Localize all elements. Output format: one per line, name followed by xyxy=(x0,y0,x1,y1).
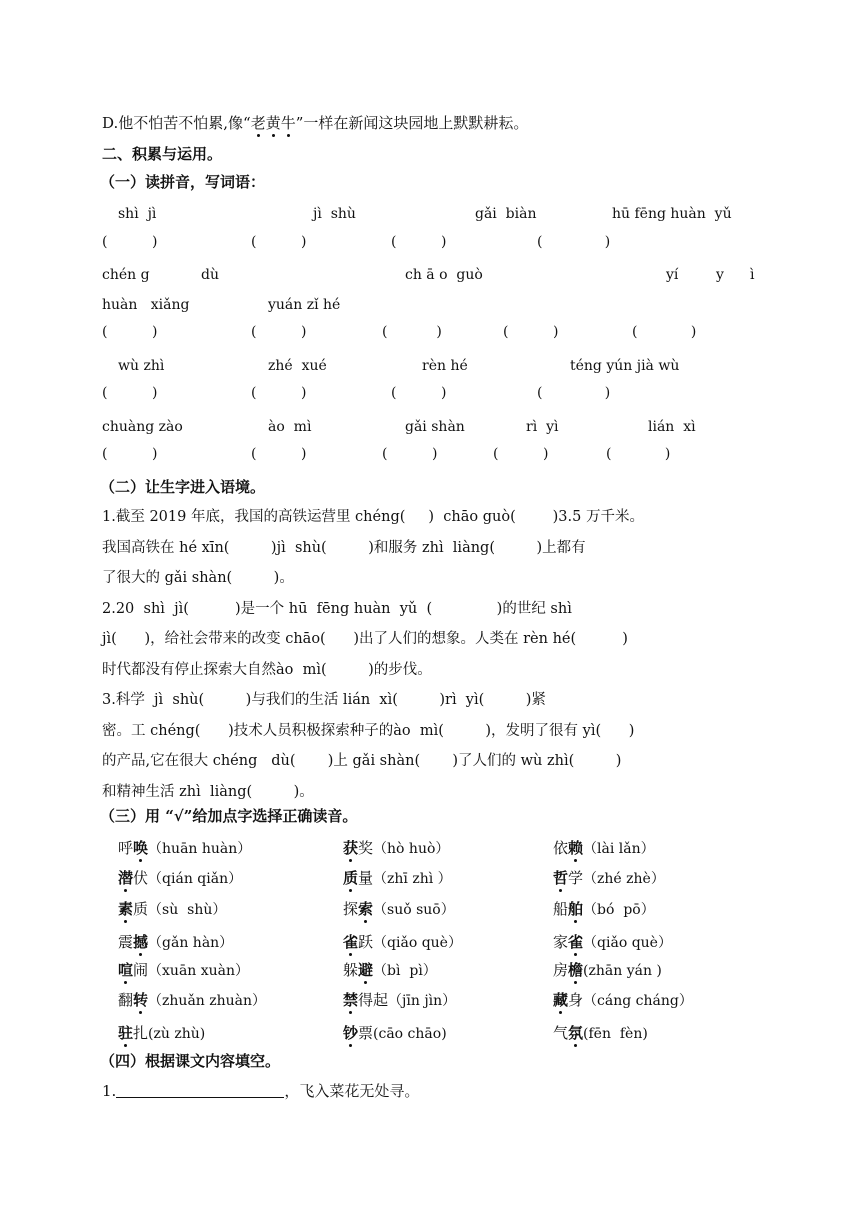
answer-parentheses[interactable]: ( ) xyxy=(606,446,671,462)
word-char: 闹 xyxy=(133,961,149,979)
part-1-title: （一）读拼音，写词语： xyxy=(100,173,266,191)
dotted-char: 黄 xyxy=(265,114,281,132)
pronunciation-item[interactable] xyxy=(553,1023,648,1044)
context-sentence-line: 了很大的 gǎi shàn( )。 xyxy=(102,570,294,586)
context-sentence-line: 密。工 chéng( )技术人员积极探索种子的ào mì( )，发明了很有 yì( ) xyxy=(102,722,635,739)
part-2-title: （二）让生字进入语境。 xyxy=(100,478,266,496)
pronunciation-item[interactable] xyxy=(343,899,455,920)
dotted-char: 檐 xyxy=(568,961,584,979)
pinyin-prompt: yuán zǐ hé xyxy=(268,297,341,313)
answer-parentheses[interactable]: ( ) xyxy=(632,324,697,340)
context-sentence-line: 2.20 shì jì( )是一个 hū fēng huàn yǔ ( )的世纪 shì xyxy=(102,600,572,617)
context-sentence-line: 和精神生活 zhì liàng( )。 xyxy=(102,783,314,800)
dotted-char: 老 xyxy=(250,114,266,132)
pinyin-prompt: rì yì xyxy=(526,419,559,435)
word-char: 躲 xyxy=(343,961,359,979)
pinyin-prompt: ào mì xyxy=(268,419,312,435)
word-char: 家 xyxy=(553,933,569,951)
pinyin-options: （bì pì） xyxy=(373,963,437,979)
pinyin-prompt: chuàng zào xyxy=(102,419,183,435)
word-char: 依 xyxy=(553,839,569,857)
context-sentence-line: 的产品,它在很大 chéng dù( )上 gǎi shàn( )了人们的 wù zhì( ) xyxy=(102,753,622,769)
pronunciation-item[interactable] xyxy=(343,1023,447,1044)
pinyin-options: （jīn jìn） xyxy=(388,993,457,1009)
dotted-char: 驻 xyxy=(118,1024,134,1042)
word-char: 学 xyxy=(568,869,584,887)
word-char: 探 xyxy=(343,900,359,918)
context-sentence-line: jì( )，给社会带来的改变 chāo( )出了人们的想象。人类在 rèn hé( ) xyxy=(102,631,628,647)
word-char: 呼 xyxy=(118,839,134,857)
answer-parentheses[interactable]: ( ) xyxy=(102,324,158,340)
answer-parentheses[interactable]: ( ) xyxy=(251,385,307,401)
answer-parentheses[interactable]: ( ) xyxy=(537,385,611,401)
part-3-title: （三）用 “√”给加点字选择正确读音。 xyxy=(100,807,358,825)
word-char: 身 xyxy=(568,991,584,1009)
dotted-char: 撼 xyxy=(133,933,149,951)
answer-parentheses[interactable]: ( ) xyxy=(537,234,611,250)
pronunciation-item[interactable] xyxy=(343,868,452,889)
pinyin-options: （bó pō） xyxy=(583,902,655,918)
pinyin-options: （gǎn hàn） xyxy=(148,935,234,951)
word-char: 震 xyxy=(118,933,134,951)
dotted-char: 获 xyxy=(343,839,359,857)
answer-parentheses[interactable]: ( ) xyxy=(251,234,307,250)
answer-parentheses[interactable]: ( ) xyxy=(251,446,307,462)
pronunciation-item[interactable] xyxy=(343,932,462,953)
answer-parentheses[interactable]: ( ) xyxy=(382,324,442,340)
dotted-char: 雀 xyxy=(568,933,584,951)
pronunciation-item[interactable] xyxy=(343,838,449,859)
dotted-char: 禁 xyxy=(343,991,359,1009)
pinyin-prompt: y xyxy=(716,267,724,283)
context-sentence-line: 我国高铁在 hé xīn( )jì shù( )和服务 zhì liàng( )上都有 xyxy=(102,539,586,556)
answer-parentheses[interactable]: ( ) xyxy=(102,446,158,462)
answer-parentheses[interactable]: ( ) xyxy=(493,446,549,462)
answer-parentheses[interactable]: ( ) xyxy=(391,385,447,401)
pronunciation-item[interactable] xyxy=(553,868,665,889)
pronunciation-item[interactable] xyxy=(343,960,437,981)
pronunciation-item[interactable] xyxy=(343,990,456,1011)
word-char: 房 xyxy=(553,961,569,979)
word-char: 翻 xyxy=(118,991,134,1009)
dotted-char: 索 xyxy=(358,900,374,918)
dotted-char: 避 xyxy=(358,961,374,979)
pinyin-prompt: téng yún jià wù xyxy=(570,358,680,374)
word-char: 得起 xyxy=(358,991,389,1009)
pinyin-prompt: ì xyxy=(750,267,755,283)
pinyin-prompt: dù xyxy=(201,267,219,283)
pronunciation-item[interactable] xyxy=(118,868,242,889)
answer-parentheses[interactable]: ( ) xyxy=(251,324,307,340)
option-d-line: D.他不怕苦不怕累,像“老黄牛”一样在新闻这块园地上默默耕耘。 xyxy=(102,114,529,132)
dotted-char: 质 xyxy=(343,869,359,887)
word-char: 扎 xyxy=(133,1024,149,1042)
pinyin-options: （zhé zhè） xyxy=(583,871,665,887)
dotted-char: 氛 xyxy=(568,1024,584,1042)
pinyin-prompt: huàn xiǎng xyxy=(102,297,190,313)
pinyin-prompt: wù zhì xyxy=(118,358,165,374)
dotted-char: 舶 xyxy=(568,900,584,918)
pronunciation-item[interactable] xyxy=(118,932,233,953)
answer-parentheses[interactable]: ( ) xyxy=(391,234,447,250)
pinyin-options: （hò huò） xyxy=(373,841,450,857)
pinyin-options: (zù zhù) xyxy=(148,1026,206,1042)
dotted-char: 转 xyxy=(133,991,149,1009)
pinyin-options: (zhān yán ) xyxy=(583,963,662,979)
dotted-char: 雀 xyxy=(343,933,359,951)
dotted-char: 牛 xyxy=(280,114,296,132)
pinyin-prompt: zhé xué xyxy=(268,358,327,374)
pronunciation-item[interactable] xyxy=(553,838,655,859)
pronunciation-item[interactable] xyxy=(553,932,672,953)
fill-in-question-1: 1. ，飞入菜花无处寻。 xyxy=(102,1082,420,1100)
answer-blank[interactable] xyxy=(116,1081,284,1098)
pronunciation-item[interactable] xyxy=(553,899,655,920)
dotted-char: 钞 xyxy=(343,1024,359,1042)
pinyin-prompt: yí xyxy=(666,267,679,283)
pinyin-options: （qián qiǎn） xyxy=(148,871,243,887)
dotted-char: 素 xyxy=(118,900,134,918)
word-char: 质 xyxy=(133,900,149,918)
dotted-char: 唤 xyxy=(133,839,149,857)
dotted-char: 哲 xyxy=(553,869,569,887)
pronunciation-item[interactable] xyxy=(118,838,251,859)
pronunciation-item[interactable] xyxy=(118,1023,205,1044)
word-char: 伏 xyxy=(133,869,149,887)
word-char: 票 xyxy=(358,1024,374,1042)
pinyin-options: （lài lǎn） xyxy=(583,841,655,857)
pinyin-options: （xuān xuàn） xyxy=(148,963,250,979)
pinyin-options: （huān huàn） xyxy=(148,841,252,857)
dotted-char: 喧 xyxy=(118,961,134,979)
pinyin-options: （sù shù） xyxy=(148,902,227,918)
pinyin-prompt: jì shù xyxy=(313,206,356,222)
pronunciation-item[interactable] xyxy=(118,990,266,1011)
pronunciation-item[interactable] xyxy=(118,960,249,981)
pinyin-options: （suǒ suō） xyxy=(373,902,455,918)
context-sentence-line: 3.科学 jì shù( )与我们的生活 lián xì( )rì yì( )紧 xyxy=(102,692,546,708)
pinyin-options: （zhī zhì ） xyxy=(373,871,452,887)
word-char: 船 xyxy=(553,900,569,918)
pinyin-options: （qiǎo què） xyxy=(373,935,462,951)
pinyin-prompt: gǎi shàn xyxy=(405,419,465,435)
pinyin-prompt: shì jì xyxy=(118,206,157,222)
pinyin-prompt: hū fēng huàn yǔ xyxy=(612,206,732,222)
dotted-char: 藏 xyxy=(553,991,569,1009)
pinyin-prompt: gǎi biàn xyxy=(475,206,537,222)
pinyin-options: （cáng cháng） xyxy=(583,993,693,1009)
pinyin-prompt: rèn hé xyxy=(422,358,468,374)
answer-parentheses[interactable]: ( ) xyxy=(503,324,559,340)
part-4-title: （四）根据课文内容填空。 xyxy=(100,1052,281,1070)
pinyin-options: （qiǎo què） xyxy=(583,935,672,951)
pinyin-options: (cāo chāo) xyxy=(373,1026,447,1042)
answer-parentheses[interactable]: ( ) xyxy=(382,446,438,462)
section-2-title: 二、积累与运用。 xyxy=(102,145,223,163)
dotted-char: 潜 xyxy=(118,869,134,887)
dotted-char: 赖 xyxy=(568,839,584,857)
pronunciation-item[interactable] xyxy=(553,990,693,1011)
pronunciation-item[interactable] xyxy=(118,899,226,920)
context-sentence-line: 时代都没有停止探索大自然ào mì( )的步伐。 xyxy=(102,661,432,678)
pinyin-prompt: ch ā o guò xyxy=(405,267,483,283)
word-char: 量 xyxy=(358,869,374,887)
context-sentence-line: 1.截至 2019 年底，我国的高铁运营里 chéng( ) chāo guò( )3.5 万千米。 xyxy=(102,509,644,525)
answer-parentheses[interactable]: ( ) xyxy=(102,385,158,401)
pinyin-prompt: chén g xyxy=(102,267,150,283)
answer-parentheses[interactable]: ( ) xyxy=(102,234,158,250)
pinyin-options: (fēn fèn) xyxy=(583,1026,648,1042)
pinyin-options: （zhuǎn zhuàn） xyxy=(148,993,267,1009)
word-char: 跃 xyxy=(358,933,374,951)
pinyin-prompt: lián xì xyxy=(648,419,696,435)
pronunciation-item[interactable] xyxy=(553,960,662,981)
word-char: 奖 xyxy=(358,839,374,857)
word-char: 气 xyxy=(553,1024,569,1042)
